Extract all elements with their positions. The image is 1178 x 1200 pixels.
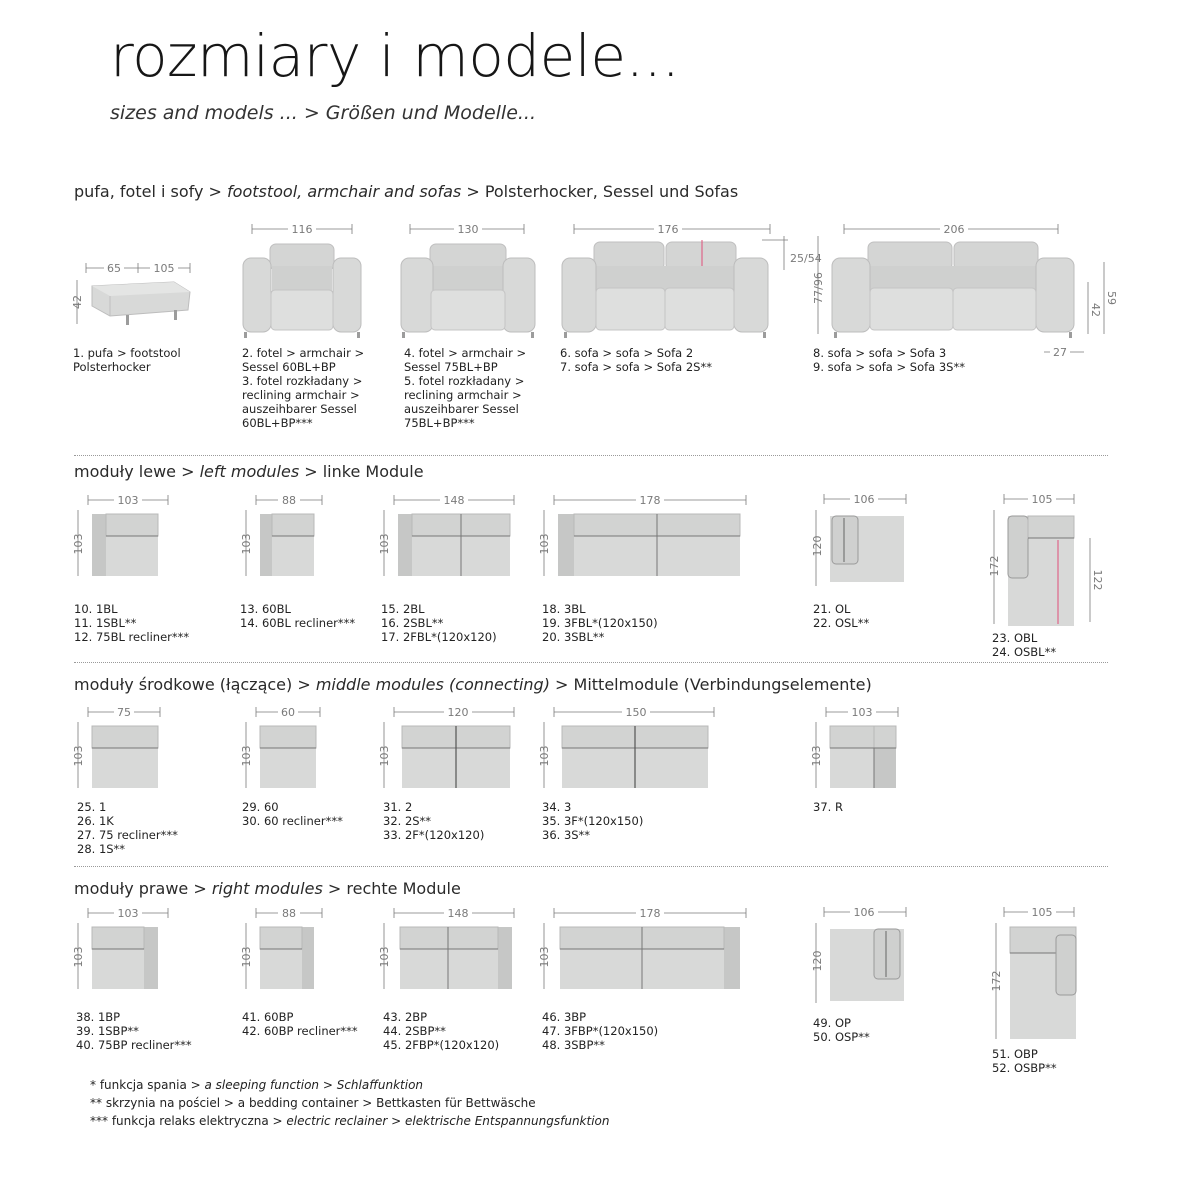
caption-line: 24. OSBL** <box>992 645 1057 659</box>
caption-module-1bp <box>76 1010 192 1052</box>
section-divider <box>74 455 1108 456</box>
caption-line: 30. 60 recliner*** <box>242 814 343 828</box>
caption-line: reclining armchair > <box>404 388 522 402</box>
caption-line: 21. OL <box>813 602 851 616</box>
heading-en: right modules <box>211 879 323 898</box>
caption-module-60bl <box>240 602 355 630</box>
dim-label: 120 <box>811 950 824 972</box>
dim-label: 150 <box>625 706 647 719</box>
caption-line: 34. 3 <box>542 800 572 814</box>
page-title: rozmiary i modele... <box>110 22 680 90</box>
dim-label: 148 <box>447 907 469 920</box>
section-divider <box>74 866 1108 867</box>
caption-module-ol <box>813 602 869 630</box>
heading-de: > Polsterhocker, Sessel und Sofas <box>461 182 739 201</box>
caption-line: 43. 2BP <box>383 1010 428 1024</box>
caption-line: 38. 1BP <box>76 1010 121 1024</box>
footnote <box>90 1076 609 1094</box>
footnotes <box>90 1076 609 1130</box>
module-3-drawing <box>538 704 718 796</box>
caption-module-2 <box>383 800 484 842</box>
caption-module-r <box>813 800 843 814</box>
dim-label: 178 <box>639 907 661 920</box>
caption-sofa-3 <box>813 346 965 374</box>
caption-line: 29. 60 <box>242 800 279 814</box>
dim-label: 103 <box>240 533 253 555</box>
module-2-drawing <box>378 704 523 796</box>
section-heading-middle <box>74 675 872 694</box>
dim-label: 42 <box>1089 303 1102 317</box>
sofa-3-drawing <box>808 222 1118 362</box>
dim-label: 103 <box>240 745 253 767</box>
module-1-drawing <box>72 704 172 796</box>
caption-line: 3. fotel rozkładany > <box>242 374 363 388</box>
footnote-de: > elektrische Entspannungsfunktion <box>387 1114 610 1128</box>
caption-line: 15. 2BL <box>381 602 425 616</box>
caption-line: 2. fotel > armchair > <box>242 346 365 360</box>
dim-label: 103 <box>117 494 139 507</box>
dim-label: 25/54 <box>790 252 822 265</box>
caption-pufa <box>73 346 181 374</box>
dim-label: 120 <box>811 535 824 557</box>
module-1bp-drawing <box>72 905 182 997</box>
heading-pl: moduły środkowe (łączące) > <box>74 675 316 694</box>
caption-line: 47. 3FBP*(120x150) <box>542 1024 659 1038</box>
dim-label: 59 <box>1105 291 1118 305</box>
dim-label: 103 <box>538 533 551 555</box>
heading-en: footstool, armchair and sofas <box>227 182 462 201</box>
dim-label: 172 <box>990 970 1003 992</box>
section-heading-left <box>74 462 424 481</box>
dim-label: 103 <box>240 946 253 968</box>
dim-label: 106 <box>853 493 875 506</box>
dim-label: 176 <box>657 223 679 236</box>
caption-line: Polsterhocker <box>73 360 151 374</box>
caption-line: 50. OSP** <box>813 1030 870 1044</box>
caption-line: 33. 2F*(120x120) <box>383 828 485 842</box>
heading-en: middle modules (connecting) <box>315 675 550 694</box>
caption-line: 10. 1BL <box>74 602 118 616</box>
dim-label: 103 <box>378 533 391 555</box>
dim-label: 103 <box>851 706 873 719</box>
caption-line: 14. 60BL recliner*** <box>240 616 356 630</box>
dim-label: 105 <box>153 262 175 275</box>
module-3bl-drawing <box>538 492 753 584</box>
footnote-en: a sleeping function <box>204 1078 320 1092</box>
footnote-pl: *** funkcja relaks elektryczna > <box>90 1114 287 1128</box>
armchair-60-drawing <box>240 222 370 340</box>
module-1bl-drawing <box>72 492 182 584</box>
pufa-drawing <box>70 258 200 338</box>
module-r-drawing <box>810 704 910 796</box>
dim-label: 172 <box>988 555 1001 577</box>
dim-label: 103 <box>378 745 391 767</box>
caption-module-obp <box>992 1047 1057 1075</box>
dim-label: 105 <box>1031 493 1053 506</box>
dim-label: 103 <box>538 946 551 968</box>
caption-line: 1. pufa > footstool <box>73 346 181 360</box>
section-divider <box>74 662 1108 663</box>
dim-label: 88 <box>282 494 296 507</box>
dim-label: 106 <box>853 906 875 919</box>
footnote-pl: * funkcja spania > <box>90 1078 205 1092</box>
caption-line: 32. 2S** <box>383 814 432 828</box>
module-ol-drawing <box>810 490 920 590</box>
module-2bp-drawing <box>378 905 523 997</box>
caption-line: 40. 75BP recliner*** <box>76 1038 192 1052</box>
dim-label: 120 <box>447 706 469 719</box>
caption-line: 41. 60BP <box>242 1010 294 1024</box>
caption-module-2bl <box>381 602 497 644</box>
module-60bl-drawing <box>240 492 330 584</box>
dim-label: 103 <box>72 745 85 767</box>
caption-line: 45. 2FBP*(120x120) <box>383 1038 500 1052</box>
caption-line: 48. 3SBP** <box>542 1038 605 1052</box>
heading-de: > Mittelmodule (Verbindungselemente) <box>549 675 872 694</box>
caption-line: 52. OSBP** <box>992 1061 1057 1075</box>
module-60-drawing <box>240 704 330 796</box>
caption-module-op <box>813 1016 870 1044</box>
caption-line: 22. OSL** <box>813 616 870 630</box>
caption-line: 9. sofa > sofa > Sofa 3S** <box>813 360 965 374</box>
caption-module-3bp <box>542 1010 658 1052</box>
dim-label: 103 <box>72 946 85 968</box>
dim-label: 88 <box>282 907 296 920</box>
caption-line: 25. 1 <box>77 800 107 814</box>
module-60bp-drawing <box>240 905 330 997</box>
module-obl-drawing <box>982 490 1112 630</box>
caption-line: 42. 60BP recliner*** <box>242 1024 358 1038</box>
caption-line: 6. sofa > sofa > Sofa 2 <box>560 346 694 360</box>
dim-label: 178 <box>639 494 661 507</box>
caption-line: 49. OP <box>813 1016 851 1030</box>
section-heading-right <box>74 879 461 898</box>
dim-label: 103 <box>538 745 551 767</box>
caption-module-1 <box>77 800 178 856</box>
caption-line: 46. 3BP <box>542 1010 587 1024</box>
caption-module-1bl <box>74 602 189 644</box>
footnote <box>90 1094 609 1112</box>
caption-line: 28. 1S** <box>77 842 126 856</box>
module-2bl-drawing <box>378 492 523 584</box>
module-obp-drawing <box>982 903 1092 1043</box>
dim-label: 42 <box>71 295 84 309</box>
heading-en: left modules <box>199 462 300 481</box>
caption-line: 19. 3FBL*(120x150) <box>542 616 658 630</box>
armchair-75-drawing <box>398 222 543 340</box>
caption-module-60bp <box>242 1010 358 1038</box>
page-subtitle: sizes and models ... > Größen und Modelle... <box>110 102 536 124</box>
caption-line: 5. fotel rozkładany > <box>404 374 525 388</box>
dim-label: 105 <box>1031 906 1053 919</box>
caption-line: 60BL+BP*** <box>242 416 313 430</box>
dim-label: 27 <box>1053 346 1067 359</box>
caption-line: 37. R <box>813 800 843 814</box>
dim-label: 103 <box>810 745 823 767</box>
caption-line: reclining armchair > <box>242 388 360 402</box>
caption-line: 35. 3F*(120x150) <box>542 814 644 828</box>
heading-de: > linke Module <box>299 462 424 481</box>
caption-line: 4. fotel > armchair > <box>404 346 527 360</box>
module-3bp-drawing <box>538 905 753 997</box>
caption-armchair-60 <box>242 346 364 430</box>
dim-label: 60 <box>281 706 295 719</box>
caption-line: 51. OBP <box>992 1047 1038 1061</box>
dim-label: 206 <box>943 223 965 236</box>
dim-label: 122 <box>1091 569 1104 591</box>
footnote-de: > Schlaffunktion <box>319 1078 424 1092</box>
caption-line: 16. 2SBL** <box>381 616 444 630</box>
caption-line: 36. 3S** <box>542 828 591 842</box>
caption-line: 31. 2 <box>383 800 413 814</box>
caption-line: 27. 75 recliner*** <box>77 828 178 842</box>
module-op-drawing <box>810 903 920 1007</box>
caption-armchair-75 <box>404 346 526 430</box>
dim-label: 103 <box>72 533 85 555</box>
caption-line: 44. 2SBP** <box>383 1024 446 1038</box>
caption-line: 26. 1K <box>77 814 114 828</box>
dim-label: 75 <box>117 706 131 719</box>
dim-label: 103 <box>117 907 139 920</box>
heading-pl: moduły prawe > <box>74 879 212 898</box>
caption-module-60 <box>242 800 343 828</box>
caption-sofa-2 <box>560 346 712 374</box>
caption-module-3 <box>542 800 643 842</box>
heading-pl: moduły lewe > <box>74 462 200 481</box>
caption-line: auszeihbarer Sessel <box>242 402 357 416</box>
caption-module-3bl <box>542 602 658 644</box>
dim-label: 148 <box>443 494 465 507</box>
caption-line: 8. sofa > sofa > Sofa 3 <box>813 346 947 360</box>
dim-label: 130 <box>457 223 479 236</box>
caption-line: 12. 75BL recliner*** <box>74 630 190 644</box>
heading-pl: pufa, fotel i sofy > <box>74 182 228 201</box>
caption-line: 20. 3SBL** <box>542 630 605 644</box>
heading-de: > rechte Module <box>322 879 461 898</box>
caption-line: Sessel 60BL+BP <box>242 360 336 374</box>
caption-line: 75BL+BP*** <box>404 416 475 430</box>
footnote-en: electric reclainer <box>286 1114 388 1128</box>
caption-line: 17. 2FBL*(120x120) <box>381 630 497 644</box>
caption-line: 7. sofa > sofa > Sofa 2S** <box>560 360 712 374</box>
caption-line: auszeihbarer Sessel <box>404 402 519 416</box>
section-heading-sofas <box>74 182 738 201</box>
dim-label: 103 <box>378 946 391 968</box>
dim-label: 65 <box>107 262 121 275</box>
caption-line: 13. 60BL <box>240 602 291 616</box>
caption-line: Sessel 75BL+BP <box>404 360 498 374</box>
caption-line: 11. 1SBL** <box>74 616 137 630</box>
footnote-pl: ** skrzynia na pościel > a bedding container > Bettkasten für Bettwäsche <box>90 1096 536 1110</box>
caption-line: 39. 1SBP** <box>76 1024 139 1038</box>
caption-line: 18. 3BL <box>542 602 586 616</box>
caption-module-obl <box>992 631 1056 659</box>
footnote <box>90 1112 609 1130</box>
dim-label: 116 <box>291 223 313 236</box>
dim-label: 77/96 <box>812 272 825 304</box>
caption-line: 23. OBL <box>992 631 1038 645</box>
caption-module-2bp <box>383 1010 499 1052</box>
